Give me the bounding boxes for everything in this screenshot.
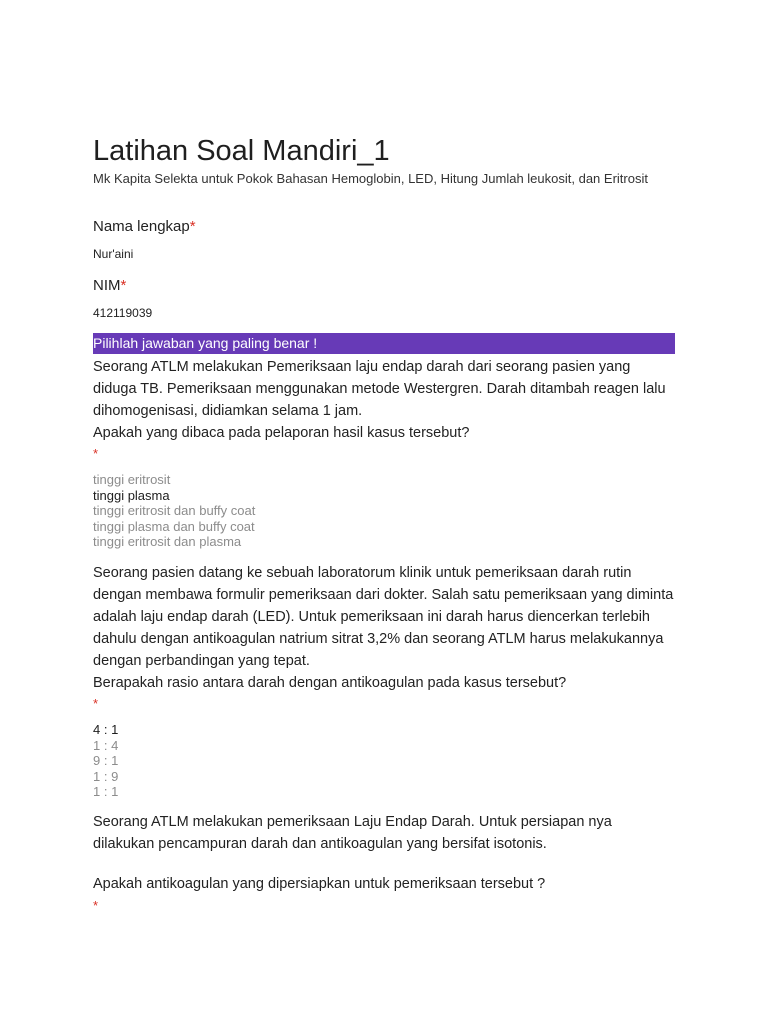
option[interactable]: 1 : 1 <box>93 784 119 799</box>
question-2-paragraph: Seorang pasien datang ke sebuah laboratorum klinik untuk pemeriksaan darah rutin dengan membawa formulir pemeriksaan dari dokter. Salah satu pemeriksaan yang diminta adalah laju endap darah (LED). Untuk pemeriksaan ini darah harus diencerkan terlebih dahulu dengan antikoagulan natrium sitrat 3,2% dan seorang ATLM harus melakukannya dengan perbandingan yang tepat. <box>93 565 674 669</box>
name-field-label <box>93 218 196 236</box>
option-selected[interactable]: 4 : 1 <box>93 722 119 737</box>
question-3-paragraph: Seorang ATLM melakukan pemeriksaan Laju Endap Darah. Untuk persiapan nya dilakukan pencampuran darah dan antikoagulan yang bersifat isotonis. <box>93 814 612 852</box>
name-field-value: Nur'aini <box>93 247 134 261</box>
question-2 <box>93 562 675 694</box>
question-2-options <box>93 722 118 800</box>
required-mark: * <box>93 898 99 913</box>
required-mark: * <box>93 696 99 711</box>
nim-field-value: 412119039 <box>93 306 153 320</box>
option[interactable]: 1 : 9 <box>93 768 119 784</box>
question-3-text: Apakah antikoagulan yang dipersiapkan untuk pemeriksaan tersebut ? <box>93 876 546 892</box>
question-1-text: Apakah yang dibaca pada pelaporan hasil kasus tersebut? <box>93 425 470 441</box>
question-2-text: Berapakah rasio antara darah dengan antikoagulan pada kasus tersebut? <box>93 675 567 691</box>
name-label-text: Nama lengkap <box>93 218 190 235</box>
option[interactable]: tinggi eritrosit dan buffy coat <box>93 503 256 518</box>
option[interactable]: tinggi eritrosit <box>93 472 171 487</box>
option[interactable]: tinggi eritrosit dan plasma <box>93 534 242 549</box>
question-1-paragraph: Seorang ATLM melakukan Pemeriksaan laju endap darah dari seorang pasien yang diduga TB. Pemeriksaan menggunakan metode Westergren. Darah ditambah reagen lalu dihomogenisasi, didiamkan selama 1 jam. <box>93 359 666 419</box>
nim-field-label <box>93 277 126 295</box>
required-mark: * <box>189 218 196 235</box>
question-1-options <box>93 472 255 550</box>
section-banner: Pilihlah jawaban yang paling benar ! <box>93 333 675 354</box>
option[interactable]: 1 : 4 <box>93 737 119 753</box>
question-1 <box>93 356 675 444</box>
option[interactable]: tinggi plasma dan buffy coat <box>93 518 255 534</box>
required-mark: * <box>93 446 99 461</box>
option-selected[interactable]: tinggi plasma <box>93 487 170 503</box>
form-description: Mk Kapita Selekta untuk Pokok Bahasan Hemoglobin, LED, Hitung Jumlah leukosit, dan Eritrosit <box>93 171 648 186</box>
form-title: Latihan Soal Mandiri_1 <box>93 135 390 167</box>
option[interactable]: 9 : 1 <box>93 753 119 768</box>
nim-label-text: NIM <box>93 277 121 294</box>
required-mark: * <box>120 277 127 294</box>
